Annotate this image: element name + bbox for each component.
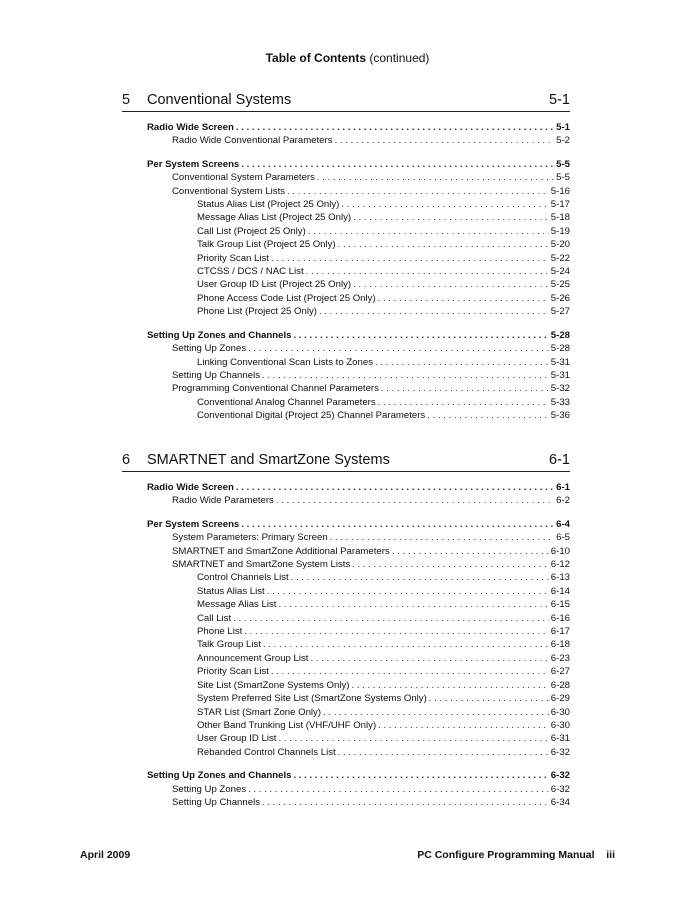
toc-entry-title: Linking Conventional Scan Lists to Zones: [197, 356, 373, 368]
dot-leader: [244, 625, 548, 638]
toc-section: [122, 452, 570, 809]
toc-entry-title: Control Channels List: [197, 572, 289, 584]
dot-leader: [263, 638, 549, 651]
header-subtitle: (continued): [369, 51, 430, 65]
toc-entry[interactable]: [122, 278, 570, 291]
footer-manual-title: PC Configure Programming Manual: [417, 849, 595, 861]
toc-entry-title: CTCSS / DCS / NAC List: [197, 266, 304, 278]
toc-entries: [122, 121, 570, 423]
toc-entry[interactable]: [122, 396, 570, 409]
toc-entry-page: 5-17: [550, 199, 570, 211]
dot-leader: [278, 598, 548, 611]
dot-leader: [287, 185, 549, 198]
dot-leader: [248, 783, 549, 796]
toc-entry-title: System Parameters: Primary Screen: [172, 532, 328, 544]
toc-entry-page: 6-32: [550, 746, 570, 758]
toc-entry[interactable]: [122, 625, 570, 638]
dot-leader: [338, 746, 549, 759]
dot-leader: [319, 305, 549, 318]
header-title: Table of Contents: [265, 51, 367, 65]
toc-entry[interactable]: [122, 796, 570, 809]
toc-entry-page: 5-5: [556, 172, 570, 184]
toc-entry[interactable]: [122, 531, 570, 544]
toc-entry[interactable]: [122, 571, 570, 584]
toc-entry-page: 5-25: [550, 279, 570, 291]
footer-manual: [417, 849, 615, 861]
toc-entry[interactable]: [122, 679, 570, 692]
toc-entry-page: 6-31: [550, 733, 570, 745]
toc-entry-page: 5-24: [550, 266, 570, 278]
toc-entry-page: 6-14: [550, 585, 570, 597]
toc-entry-page: 6-28: [550, 679, 570, 691]
toc-entry-title: Programming Conventional Channel Parameters: [172, 383, 379, 395]
toc-entry[interactable]: [122, 329, 570, 342]
toc-entry-title: Radio Wide Screen: [147, 122, 234, 133]
toc-entry[interactable]: [122, 545, 570, 558]
dot-leader: [310, 652, 548, 665]
toc-entry-page: 6-32: [550, 783, 570, 795]
toc-entry-page: 6-32: [550, 770, 570, 782]
toc-entry-title: Site List (SmartZone Systems Only): [197, 679, 350, 691]
toc-entry-page: 6-12: [550, 559, 570, 571]
toc-entry-page: 5-31: [550, 356, 570, 368]
section-number: 5: [122, 92, 131, 108]
toc-entry-title: Call List (Project 25 Only): [197, 225, 306, 237]
toc-entry-page: 6-4: [556, 518, 570, 530]
toc-entry-title: Priority Scan List: [197, 666, 269, 678]
toc-entry-title: Announcement Group List: [197, 652, 309, 664]
section-page: 5-1: [549, 92, 570, 108]
toc-entry[interactable]: [122, 706, 570, 719]
group-spacer: [122, 319, 570, 329]
dot-leader: [236, 121, 554, 134]
toc-entry-title: Message Alias List: [197, 599, 277, 611]
group-spacer: [122, 148, 570, 158]
dot-leader: [317, 171, 554, 184]
toc-entry-page: 5-33: [550, 396, 570, 408]
toc-entry[interactable]: [122, 494, 570, 507]
toc-entry-page: 6-23: [550, 652, 570, 664]
toc-entry-page: 5-28: [550, 343, 570, 355]
group-spacer: [122, 759, 570, 769]
toc-entry-title: Radio Wide Parameters: [172, 495, 274, 507]
toc-entry-title: Radio Wide Screen: [147, 482, 234, 493]
toc-entry[interactable]: [122, 585, 570, 598]
dot-leader: [271, 665, 549, 678]
toc-entry-page: 6-13: [550, 572, 570, 584]
toc-entry[interactable]: [122, 481, 570, 494]
toc-entry-page: 6-17: [550, 626, 570, 638]
page-header: [0, 51, 695, 65]
toc-entry[interactable]: [122, 558, 570, 571]
dot-leader: [262, 796, 549, 809]
toc-entry-title: SMARTNET and SmartZone Additional Parameters: [172, 545, 390, 557]
toc-entry-page: 5-19: [550, 225, 570, 237]
toc-entry[interactable]: [122, 356, 570, 369]
toc-entry-page: 5-2: [556, 135, 570, 147]
toc-entry-title: Talk Group List: [197, 639, 261, 651]
toc-entry-title: Setting Up Zones and Channels: [147, 770, 292, 782]
toc-entry[interactable]: [122, 134, 570, 147]
dot-leader: [330, 531, 554, 544]
section-number: 6: [122, 452, 131, 468]
footer-date: April 2009: [80, 849, 131, 861]
section-heading: [122, 92, 570, 112]
section-heading: [122, 452, 570, 472]
toc-entry[interactable]: [122, 746, 570, 759]
toc-entry[interactable]: [122, 252, 570, 265]
toc-entry[interactable]: [122, 382, 570, 395]
toc-entry-title: Message Alias List (Project 25 Only): [197, 212, 352, 224]
toc-entry[interactable]: [122, 292, 570, 305]
dot-leader: [236, 481, 554, 494]
toc-entry[interactable]: [122, 638, 570, 651]
toc-entry-title: Per System Screens: [147, 158, 240, 170]
dot-leader: [248, 342, 549, 355]
dot-leader: [276, 494, 554, 507]
toc-entry[interactable]: [122, 305, 570, 318]
toc-entry-page: 5-5: [556, 158, 570, 170]
toc-entry-title: Call List: [197, 612, 232, 624]
dot-leader: [378, 396, 549, 409]
dot-leader: [429, 692, 549, 705]
toc-entry[interactable]: [122, 185, 570, 198]
section-page: 6-1: [549, 452, 570, 468]
toc-entry-title: STAR List (Smart Zone Only): [197, 706, 322, 718]
toc-entry-page: 5-32: [550, 383, 570, 395]
dot-leader: [241, 518, 554, 531]
toc-entry[interactable]: [122, 121, 570, 134]
toc-entry[interactable]: [122, 783, 570, 796]
toc-entry[interactable]: [122, 732, 570, 745]
toc-entry-page: 5-31: [550, 369, 570, 381]
dot-leader: [392, 545, 549, 558]
dot-leader: [267, 585, 549, 598]
dot-leader: [427, 409, 549, 422]
toc-entry-title: Phone List: [197, 626, 243, 638]
dot-leader: [306, 265, 549, 278]
toc-entry-page: 6-15: [550, 599, 570, 611]
toc-entry-page: 5-28: [550, 329, 570, 341]
group-spacer: [122, 508, 570, 518]
toc-entry-title: Conventional Analog Channel Parameters: [197, 396, 376, 408]
toc-entry-title: Status Alias List (Project 25 Only): [197, 199, 340, 211]
dot-leader: [233, 612, 549, 625]
dot-leader: [278, 732, 548, 745]
toc-entry[interactable]: [122, 665, 570, 678]
toc-entry-page: 6-16: [550, 612, 570, 624]
toc-entry-page: 6-29: [550, 693, 570, 705]
toc-entry-title: Setting Up Zones: [172, 343, 247, 355]
toc-entry-title: Other Band Trunking List (VHF/UHF Only): [197, 719, 377, 731]
toc-entry-page: 5-18: [550, 212, 570, 224]
toc-entry-title: Setting Up Zones: [172, 783, 247, 795]
dot-leader: [323, 706, 549, 719]
toc-entry[interactable]: [122, 225, 570, 238]
dot-leader: [308, 225, 549, 238]
toc-entry-title: User Group ID List: [197, 733, 277, 745]
toc-entry-title: User Group ID List (Project 25 Only): [197, 279, 352, 291]
toc-entry-page: 6-10: [550, 545, 570, 557]
toc-entry-title: Setting Up Channels: [172, 369, 260, 381]
dot-leader: [351, 679, 548, 692]
toc-entry-page: 6-34: [550, 796, 570, 808]
page-footer: [80, 849, 615, 861]
toc-entry-page: 5-1: [556, 122, 570, 133]
toc-entry[interactable]: [122, 369, 570, 382]
dot-leader: [353, 278, 549, 291]
toc-entry-title: SMARTNET and SmartZone System Lists: [172, 559, 351, 571]
toc-entry-page: 6-30: [550, 706, 570, 718]
toc-entry-page: 5-16: [550, 185, 570, 197]
dot-leader: [293, 769, 548, 782]
section-title[interactable]: Conventional Systems: [147, 92, 292, 108]
dot-leader: [262, 369, 549, 382]
toc-entry[interactable]: [122, 265, 570, 278]
toc-entry-title: Phone List (Project 25 Only): [197, 306, 317, 318]
toc-entry-page: 6-2: [556, 495, 570, 507]
toc-entry-page: 6-1: [556, 482, 570, 493]
toc-entry-page: 6-5: [556, 532, 570, 544]
toc-entry-page: 6-30: [550, 719, 570, 731]
toc-entry-page: 5-22: [550, 252, 570, 264]
toc-entry-title: Status Alias List: [197, 585, 265, 597]
dot-leader: [353, 211, 549, 224]
dot-leader: [375, 356, 549, 369]
toc-entry-title: Conventional System Lists: [172, 185, 286, 197]
toc-entry[interactable]: [122, 719, 570, 732]
toc-entry-title: Phone Access Code List (Project 25 Only): [197, 292, 376, 304]
toc-entry[interactable]: [122, 409, 570, 422]
dot-leader: [271, 252, 549, 265]
toc-entry-title: Rebanded Control Channels List: [197, 746, 336, 758]
toc-entry-page: 5-27: [550, 306, 570, 318]
footer-page-number: iii: [606, 849, 615, 861]
dot-leader: [381, 382, 549, 395]
toc-entry[interactable]: [122, 769, 570, 782]
toc-entry[interactable]: [122, 598, 570, 611]
dot-leader: [338, 238, 549, 251]
toc-entry[interactable]: [122, 342, 570, 355]
toc-entry-title: Conventional Digital (Project 25) Channel Parameters: [197, 410, 426, 422]
dot-leader: [352, 558, 549, 571]
section-title[interactable]: SMARTNET and SmartZone Systems: [147, 452, 390, 468]
toc-entry-page: 5-20: [550, 239, 570, 251]
toc-entry[interactable]: [122, 211, 570, 224]
toc-entry[interactable]: [122, 612, 570, 625]
toc-entry-title: Radio Wide Conventional Parameters: [172, 135, 333, 147]
toc-entry-page: 6-18: [550, 639, 570, 651]
dot-leader: [335, 134, 555, 147]
toc-entry[interactable]: [122, 171, 570, 184]
toc-entry[interactable]: [122, 692, 570, 705]
toc-entry-page: 5-26: [550, 292, 570, 304]
toc-entry[interactable]: [122, 238, 570, 251]
toc-entry[interactable]: [122, 158, 570, 171]
toc-entries: [122, 481, 570, 809]
toc-section: [122, 92, 570, 423]
toc-entry-title: Setting Up Channels: [172, 796, 260, 808]
toc-entry[interactable]: [122, 518, 570, 531]
dot-leader: [291, 571, 549, 584]
toc-entry-title: System Preferred Site List (SmartZone Systems Only): [197, 693, 427, 705]
toc-entry-title: Talk Group List (Project 25 Only): [197, 239, 336, 251]
toc-entry-title: Setting Up Zones and Channels: [147, 329, 292, 341]
toc-entry-page: 6-27: [550, 666, 570, 678]
dot-leader: [378, 719, 549, 732]
toc-entry-title: Per System Screens: [147, 518, 240, 530]
dot-leader: [241, 158, 554, 171]
dot-leader: [293, 329, 548, 342]
dot-leader: [378, 292, 549, 305]
toc-entry-page: 5-36: [550, 410, 570, 422]
dot-leader: [341, 198, 548, 211]
toc-entry[interactable]: [122, 198, 570, 211]
toc-entry-title: Conventional System Parameters: [172, 172, 315, 184]
toc-entry-title: Priority Scan List: [197, 252, 269, 264]
toc-entry[interactable]: [122, 652, 570, 665]
